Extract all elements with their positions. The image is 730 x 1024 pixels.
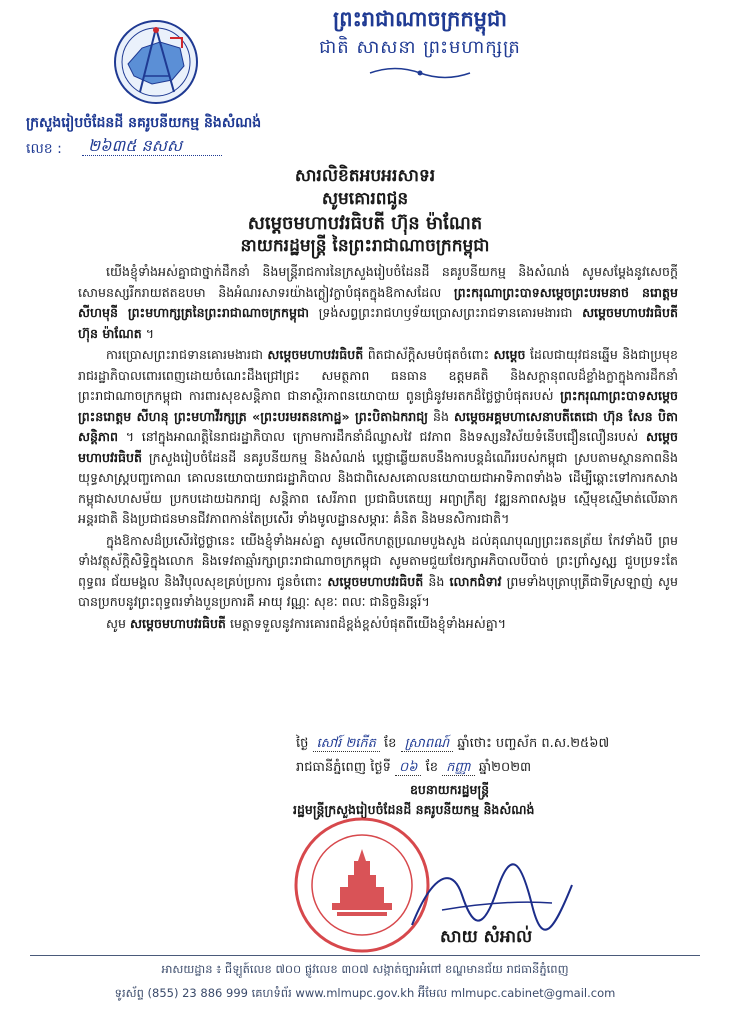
lunar-month: ស្រាពណ៍ <box>401 736 454 752</box>
bold-run: សម្តេចមហាបវរធិបតី <box>267 347 364 362</box>
document-number <box>26 137 326 159</box>
text-run: ដែលជាយុវជនឆ្នើម និងជាប្រមុខរាជរដ្ឋាភិបាលពោរពេញដោយចំណេះដឹងជ្រៅជ្រះ សមត្ថភាព ធនធាន ឧត្តមគតិ និងសក្តានុពលដ៏ខ្លាំងក្លាក្នុងការដឹកនាំព្រះរាជាណាចក្រកម្ពុជា ការពារសុខសន្តិភាព ជានាស្ថិរភាពនយោបាយ ពូនជ្រំនូវមរតកដ៏ថ្លៃថ្លាបំផុតរបស់ <box>78 347 678 403</box>
paragraph-1 <box>78 262 678 344</box>
text-run: ។ នៅក្នុងអាណត្តិនៃរាជរដ្ឋាភិបាល ក្រោមការដឹកនាំដ៏ឈ្លាសវៃ ជវភាព និងទស្សនវិស័យទំនើបជឿនលឿនរបស់ <box>117 429 647 444</box>
text-run: និង <box>428 408 455 424</box>
bold-run: ព្រះករុណាព្រះបាទសម្តេចព្រះនរោត្តម សីហនុ ព្រះមហាវីរក្សត្រ «ព្រះបរមរតនកោដ្ឋ» ព្រះបិតាឯករាជ្យ <box>78 388 678 424</box>
paragraph-4 <box>78 614 678 635</box>
ministry-name: ក្រសួងរៀបចំដែនដី នគរូបនីយកម្ម និងសំណង់ <box>26 115 262 131</box>
text-run: ក្រសួងរៀបចំដែនដី នគរូបនីយកម្ម និងសំណង់ ប្តេជ្ញាឆ្លើយតបនឹងការបន្តដំណើររបស់កម្ពុជា ស្របតាមស្ថានភាពនិងយុទ្ធសាស្ត្របញ្ចកោណ គោលនយោបាយរាជរដ្ឋាភិបាល និងជាពិសេសគោលនយោបាយជាអាទិភាពទាំង៦ ដើម្បីឆ្ពោះទៅការកសាងកម្ពុជាសហសម័យ ប្រកបដោយឯករាជ្យ សន្តិភាព សេរីភាព ប្រជាធិបតេយ្យ អព្យាក្រឹត្យ វឌ្ឍនភាពសង្គម ស្មើមុខស្មើមាត់លើឆាកអន្តរជាតិ និងប្រជាជនមានជីវភាពកាន់តែប្រសើរ ទាំងមូលដ្ឋានសម្ភារៈ គំនិត និងមនសិការជាតិ។ <box>78 449 678 526</box>
text-run: ពិតជាស័ក្តិសមបំផុតចំពោះ <box>363 347 494 362</box>
bold-run: លោកជំទាវ <box>449 573 502 589</box>
ornament-divider-icon <box>365 64 475 82</box>
text-run: មេត្តាទទួលនូវការគោរពដ៏ខ្ពង់ខ្ពស់បំផុតពីយើងខ្ញុំទាំងអស់គ្នា។ <box>225 615 507 631</box>
text-run: ក្នុងឱកាសដ៏ប្រសើរថ្លៃថ្លានេះ យើងខ្ញុំទាំងអស់គ្នា សូមលើកហត្ថប្រណមបួងសួង ដល់គុណបុណ្យព្រះរតនត្រ័យ កែវទាំងបី ព្រមទាំងវត្ថុស័ក្តិសិទ្ធិក្នុងលោក និងទេវតាឆ្មាំរក្សាព្រះរាជាណាចក្រកម្ពុជា សូមតាមជួយថែរក្សាអភិបាលបីបាច់ ព្រះព្រាំស្វស្ត្ស ជួបប្រទះតែពុទ្ធពរ ជ័យមង្គល និងវិបុលសុខគ្រប់ប្រការ ជូនចំពោះ <box>78 532 678 589</box>
solar-year: ឆ្នាំ២០២៣ <box>478 760 532 775</box>
solar-date <box>296 759 696 778</box>
text-run: ព្រមទាំងបុត្រាបុត្រីជាទីស្រឡាញ់ សូមបានប្រកបនូវព្រះពុទ្ធពរទាំងបួនប្រការគឺ អាយុ វណ្ណៈ សុខៈ ពលៈ ជានិច្ចនិរន្តរ៍។ <box>78 573 678 609</box>
signer-name: សាយ សំអាល់ <box>440 927 533 947</box>
bold-run: សម្តេចអគ្គមហាសេនាបតីតេជោ ហ៊ុន សែន បិតាសន្តិភាព <box>78 408 679 444</box>
bold-run: សម្តេចមហាបវរធិបតី <box>78 429 678 465</box>
bold-run: ព្រះករុណាព្រះបាទសម្តេចព្រះបរមនាថ នរោត្តម សីហមុនី ព្រះមហាក្សត្រនៃព្រះរាជាណាចក្រកម្ពុជា <box>78 284 679 320</box>
text-run: សូម <box>106 615 130 631</box>
footer-address: អាសយដ្ឋាន ៖ ជីឡូត៍លេខ ៧០០ ផ្លូវលេខ ៣០៧ សង្កាត់ច្បារអំពៅ ខណ្ឌមានជ័យ រាជធានីភ្នំពេញ <box>161 962 569 976</box>
ministry-logo-icon <box>112 18 200 106</box>
paragraph-3 <box>78 531 678 613</box>
solar-prefix: រាជធានីភ្នំពេញ ថ្ងៃទី <box>296 760 391 775</box>
paragraph-2 <box>78 345 678 530</box>
text-run: និង <box>423 573 450 589</box>
number-label: លេខ : <box>26 141 62 157</box>
footer-contact: ទូរស័ព្ទ (855) 23 886 999 គេហទំព័រ www.mlmupc.gov.kh អ៊ីមែល mlmupc.cabinet@gmail.com <box>114 986 616 1000</box>
letter-title: សារលិខិតអបអរសាទរ <box>294 166 436 186</box>
lunar-day: សៅរ៍ ២កើត <box>313 736 380 752</box>
lunar-prefix: ថ្ងៃ <box>296 736 309 751</box>
signer-title: ឧបនាយករដ្ឋមន្ត្រី <box>410 782 490 797</box>
text-run: យើងខ្ញុំទាំងអស់គ្នាជាថ្នាក់ដឹកនាំ និងមន្ត្រីរាជការនៃក្រសួងរៀបចំដែនដី នគរូបនីយកម្ម និងសំណង់ សូមសម្តែងនូវសេចក្តីសោមនស្សរីករាយឥតឧបមា និងអំណរសាទរយ៉ាងក្លៀវក្លាបំផុតក្នុងឱកាសដែល <box>78 264 678 300</box>
solar-day: ០៦ <box>395 760 421 776</box>
solar-month-label: ខែ <box>425 760 438 775</box>
number-value: ២៦៣៥ នសស <box>88 136 183 155</box>
bold-run: សម្តេចមហាបវរធិបតី <box>130 615 226 631</box>
letter-addressee-name: សម្តេចមហាបវរធិបតី ហ៊ុន ម៉ាណែត <box>247 213 483 234</box>
bold-run: សម្តេចមហាបវរធិបតី ហ៊ុន ម៉ាណែត <box>78 305 678 341</box>
lunar-year: ឆ្នាំថោះ បញ្ចស័ក ព.ស.២៥៦៧ <box>457 736 610 751</box>
letter-body <box>78 262 678 635</box>
letter-addressee-position: នាយករដ្ឋមន្ត្រី នៃព្រះរាជាណាចក្រកម្ពុជា <box>240 236 490 256</box>
text-run: ការប្រោសព្រះរាជទានគោរមងារជា <box>106 347 268 362</box>
bold-run: សម្តេចមហាបវរធិបតី <box>327 573 424 589</box>
text-run: ទ្រង់សព្វព្រះរាជហឫទ័យប្រោសព្រះរាជទានគោរមងារជា <box>309 305 583 320</box>
kingdom-title: ព្រះរាជាណាចក្រកម្ពុជា <box>332 7 507 31</box>
lunar-date <box>296 735 696 754</box>
signer-ministry: រដ្ឋមន្ត្រីក្រសួងរៀបចំដែនដី នគរូបនីយកម្ម និងសំណង់ <box>293 802 535 817</box>
footer-divider <box>30 955 700 956</box>
letter-addressee-intro: សូមគោរពជូន <box>321 189 409 209</box>
bold-run: សម្តេច <box>493 347 526 362</box>
number-underline <box>82 155 222 156</box>
text-run: ។ <box>141 325 155 341</box>
national-motto: ជាតិ សាសនា ព្រះមហាក្សត្រ <box>319 37 521 58</box>
solar-month: កញ្ញា <box>442 760 475 776</box>
lunar-month-label: ខែ <box>384 736 397 751</box>
